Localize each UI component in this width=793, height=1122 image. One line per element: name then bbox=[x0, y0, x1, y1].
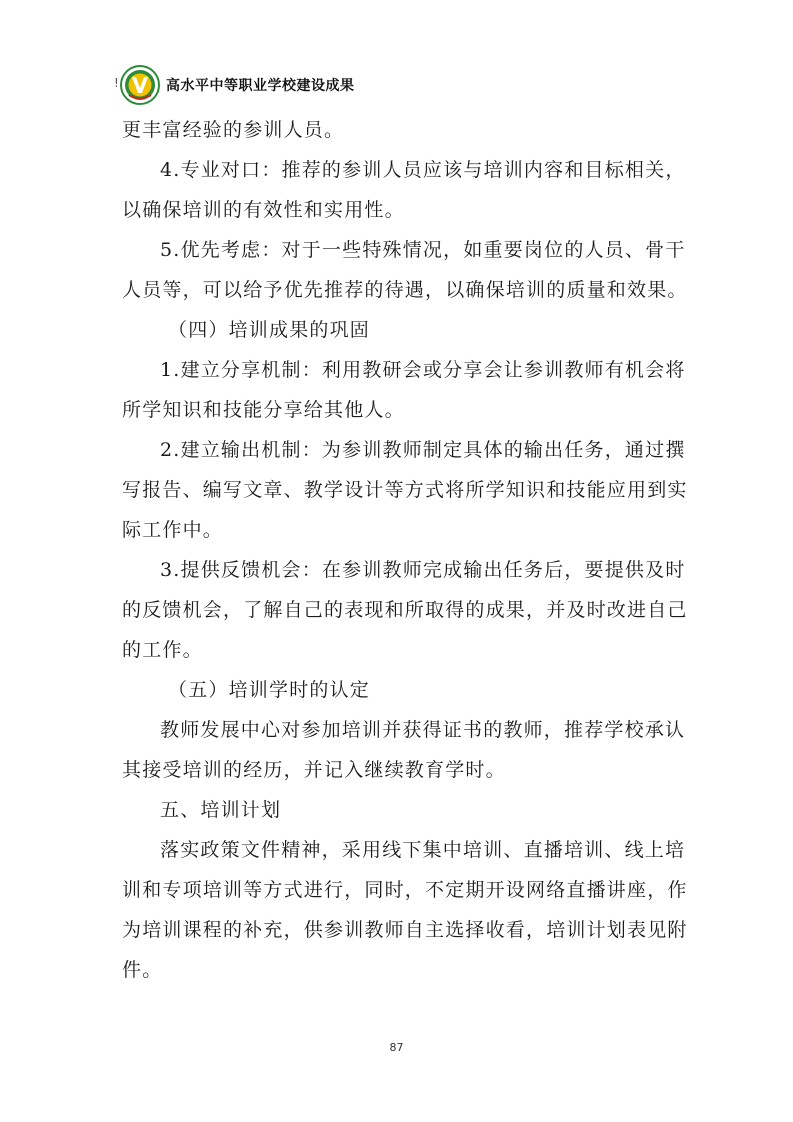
page-number: 87 bbox=[389, 1041, 404, 1054]
body-line: 其接受培训的经历，并记入继续教育学时。 bbox=[122, 759, 506, 781]
list-item-4: 4.专业对口：推荐的参训人员应该与培训内容和目标相关， bbox=[160, 159, 686, 181]
body-line: 的工作。 bbox=[122, 639, 203, 661]
body-line: 训和专项培训等方式进行，同时，不定期开设网络直播讲座，作 bbox=[122, 879, 688, 901]
body-line: 际工作中。 bbox=[122, 519, 224, 541]
chapter-heading: 五、培训计划 bbox=[160, 799, 282, 821]
body-line: 的反馈机会，了解自己的表现和所取得的成果，并及时改进自己 bbox=[122, 599, 688, 621]
body-line: 更丰富经验的参训人员。 bbox=[122, 119, 345, 141]
list-item-1: 1.建立分享机制：利用教研会或分享会让参训教师有机会将 bbox=[160, 359, 686, 381]
body-line: 所学知识和技能分享给其他人。 bbox=[122, 399, 405, 421]
school-logo-icon bbox=[120, 65, 160, 105]
list-item-3: 3.提供反馈机会：在参训教师完成输出任务后，要提供及时 bbox=[160, 559, 686, 581]
header-title: 高水平中等职业学校建设成果 bbox=[166, 78, 355, 94]
list-item-2: 2.建立输出机制：为参训教师制定具体的输出任务，通过撰 bbox=[160, 439, 686, 461]
section-heading-4: （四）培训成果的巩固 bbox=[168, 319, 371, 341]
list-item-5: 5.优先考虑：对于一些特殊情况，如重要岗位的人员、骨干 bbox=[160, 239, 686, 261]
body-line: 件。 bbox=[122, 959, 163, 981]
document-body bbox=[122, 110, 688, 990]
body-line: 写报告、编写文章、教学设计等方式将所学知识和技能应用到实 bbox=[122, 479, 688, 501]
paragraph-start: 落实政策文件精神，采用线下集中培训、直播培训、线上培 bbox=[160, 839, 686, 861]
header-mark: ! bbox=[114, 76, 119, 90]
body-line: 以确保培训的有效性和实用性。 bbox=[122, 199, 405, 221]
body-line: 人员等，可以给予优先推荐的待遇，以确保培训的质量和效果。 bbox=[122, 279, 688, 301]
paragraph-start: 教师发展中心对参加培训并获得证书的教师，推荐学校承认 bbox=[160, 719, 686, 741]
section-heading-5: （五）培训学时的认定 bbox=[168, 679, 371, 701]
body-line: 为培训课程的补充，供参训教师自主选择收看，培训计划表见附 bbox=[122, 919, 688, 941]
page-header bbox=[114, 64, 355, 106]
